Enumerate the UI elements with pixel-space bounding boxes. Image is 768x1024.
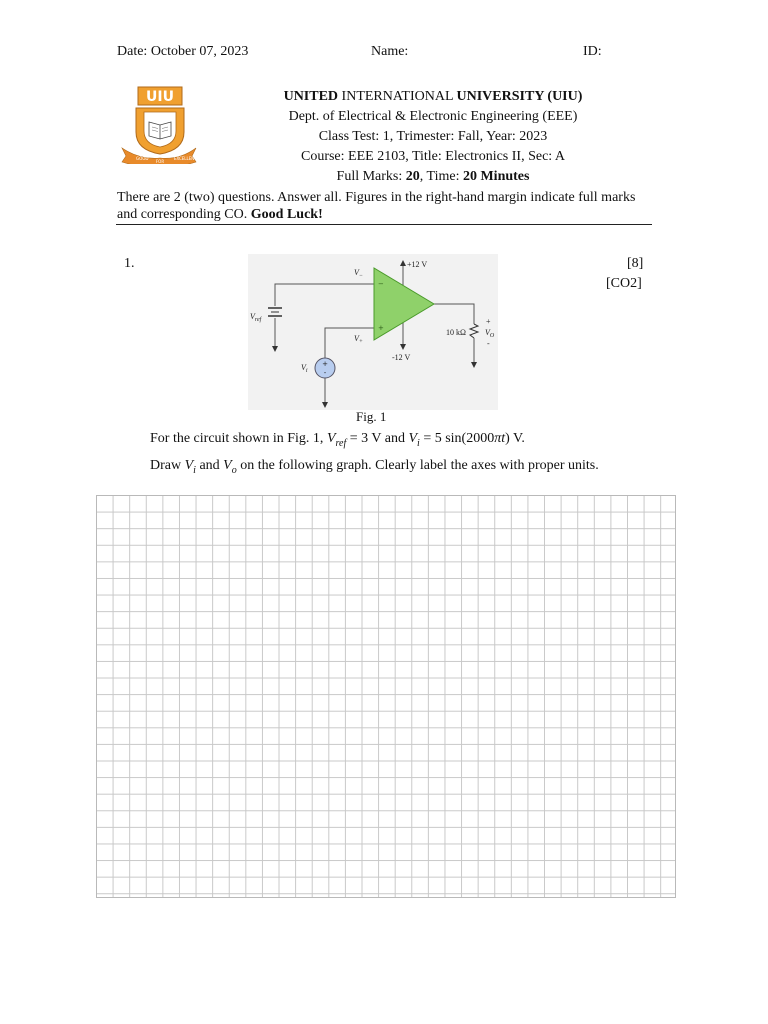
exam-date: Date: October 07, 2023 (117, 44, 249, 59)
question-text-line-2: Draw $V_i$ and $V_o$ on the following graph. Clearly label the axes with proper units. (150, 457, 599, 476)
divider (116, 224, 652, 225)
university-logo (118, 84, 200, 164)
question-text-line-1: For the circuit shown in Fig. 1, $V_{ref} = 3$ V and $V_i = 5$ sin(2000πt) V. (150, 431, 525, 449)
marks-time: Full Marks: 20, Time: 20 Minutes (336, 169, 530, 184)
course-info: Course: EEE 2103, Title: Electronics II, Sec: A (300, 149, 566, 164)
instructions-line-1: There are 2 (two) questions. Answer all. Figures in the right-hand margin indicate full marks (117, 190, 636, 205)
vo-minus-sign: - (487, 339, 490, 348)
v-minus-label: $V_-$ (354, 268, 363, 279)
supply-positive-label: +12 V (407, 260, 428, 269)
institution-header (230, 87, 636, 187)
vref-label: $V_{ref}$ (250, 312, 262, 323)
question-text (150, 429, 599, 481)
opamp-circuit-diagram (248, 254, 498, 410)
vo-label: $V_O$ (485, 328, 495, 339)
instructions-line-2: and corresponding CO. Good Luck! (117, 207, 323, 222)
logo-ribbon-left: GOOD (136, 156, 149, 161)
graph-paper[interactable] (96, 495, 676, 898)
load-resistor-label: 10 kΩ (446, 328, 466, 337)
v-plus-label: $V_+$ (354, 334, 363, 345)
logo-ribbon-center: FOR (155, 159, 165, 164)
vo-plus-sign: + (486, 317, 491, 326)
instructions (117, 189, 657, 223)
uiu-logo-icon (118, 84, 200, 164)
class-test-info: Class Test: 1, Trimester: Fall, Year: 2023 (318, 129, 548, 144)
vi-label: $V_i$ (301, 363, 308, 374)
supply-negative-label: -12 V (392, 353, 411, 362)
department: Dept. of Electrical & Electronic Engineering (EEE) (288, 109, 578, 124)
id-label: ID: (583, 44, 602, 59)
question-marks: [8] (627, 256, 644, 271)
svg-text:−: − (378, 280, 384, 288)
figure-caption: Fig. 1 (356, 409, 387, 424)
question-number: 1. (124, 256, 135, 271)
name-label: Name: (371, 44, 409, 59)
svg-text:+: + (378, 324, 384, 332)
university-name: UNITED INTERNATIONAL UNIVERSITY (UIU) (283, 89, 583, 104)
logo-text: UIU (146, 89, 174, 105)
svg-text:-: - (323, 369, 327, 377)
logo-ribbon-right: EXCELLENCE (174, 156, 200, 161)
question-co: [CO2] (606, 276, 642, 291)
circuit-figure (248, 254, 498, 410)
svg-text:+: + (322, 360, 328, 368)
